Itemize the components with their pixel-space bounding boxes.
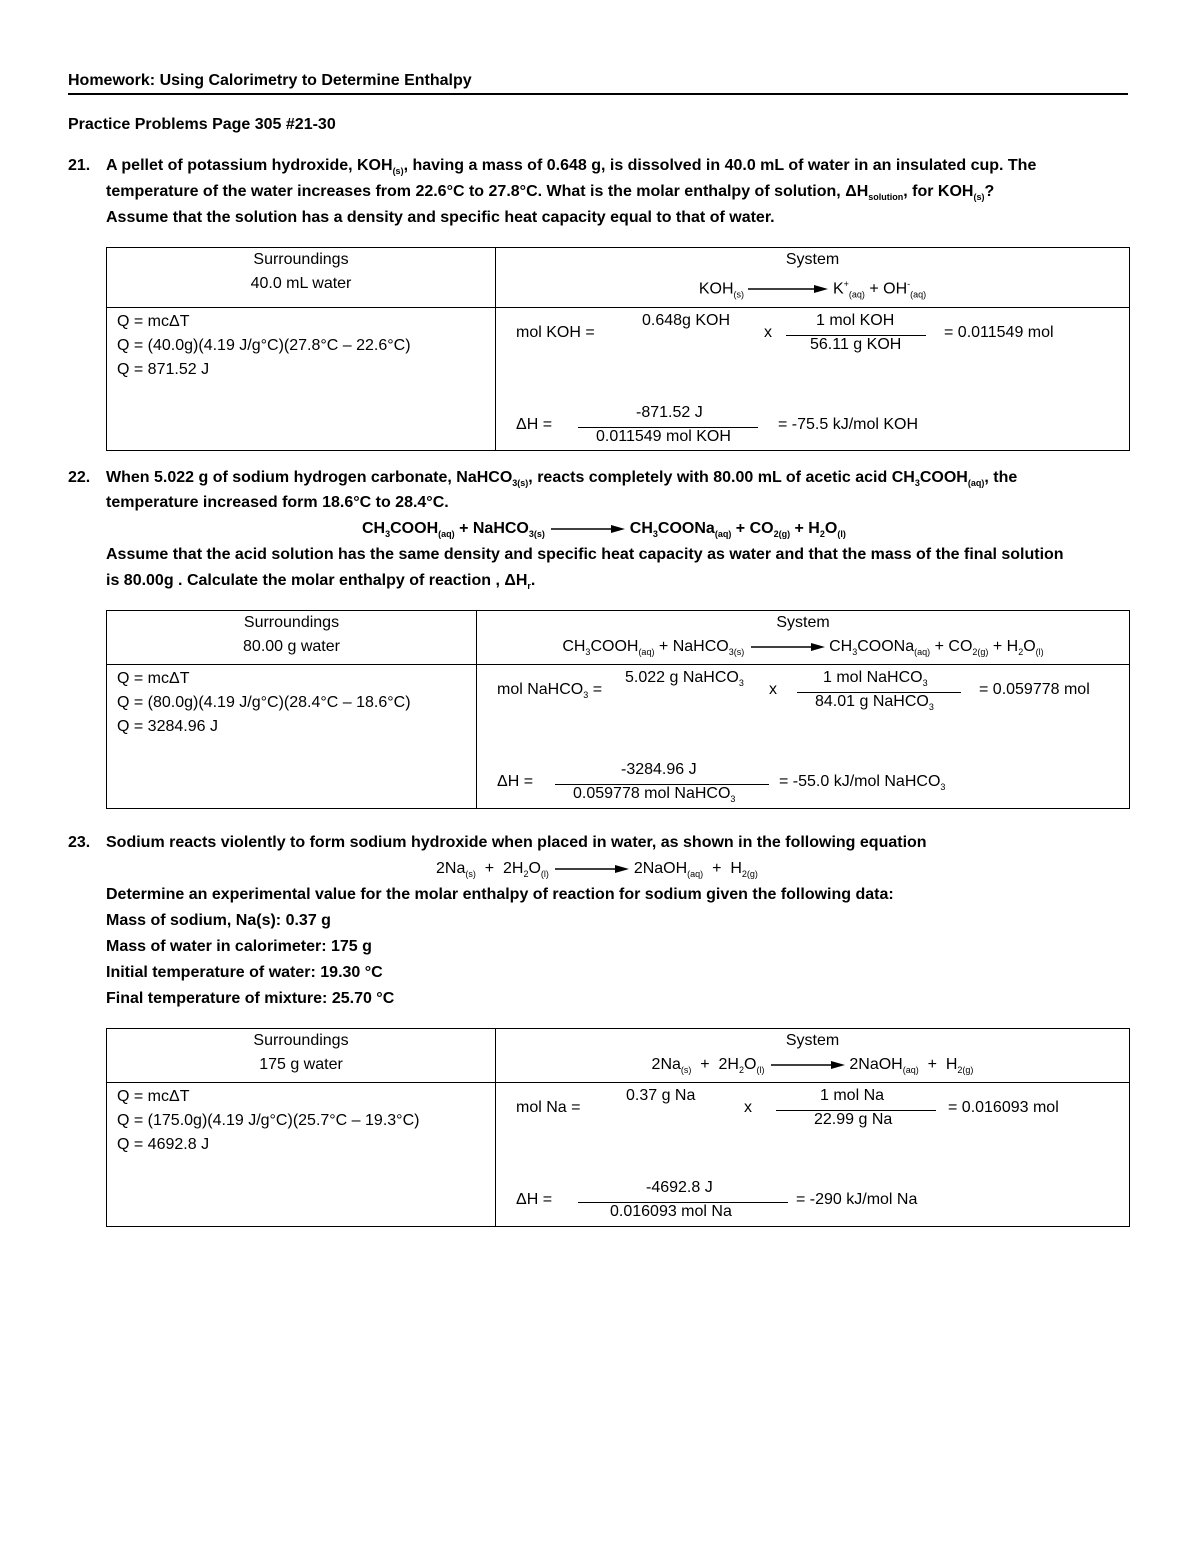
system-header: System $2Na_{(s)} + 2H_2O_{(l)}$ 2NaOH$_{(aq)}$ + $H_{2(g)}$ xyxy=(496,1029,1130,1083)
surroundings-header: Surroundings 80.00 g water xyxy=(107,611,477,665)
problem-22-equation: $CH_3COOH_{(aq)}$ + NaHCO$_{3(s)}$ $CH_3COONa_{(aq)} + CO_{2(g)} + H_2O_{(l)}$ xyxy=(362,520,846,540)
problem-23-table xyxy=(106,1028,1130,1227)
problem-23-equation: $2Na_{(s)} + 2H_2O_{(l)}$ 2NaOH$_{(aq)}$ + $H_{2(g)}$ xyxy=(436,860,758,880)
problem-22-table xyxy=(106,610,1130,809)
reaction-arrow-icon xyxy=(769,1060,845,1070)
problem-22-number: 22. xyxy=(68,469,91,486)
surroundings-header: Surroundings 175 g water xyxy=(107,1029,496,1083)
problem-22-line-2: temperature increased form 18.6°C to 28.4°C. xyxy=(106,494,449,511)
system-header: System $CH_3COOH_{(aq)}$ + NaHCO$_{3(s)}$ $CH_3COONa_{(aq)} + CO_{2(g)} + H_2O_{(l)}$ xyxy=(477,611,1130,665)
problem-23-line-6: Final temperature of mixture: 25.70 °C xyxy=(106,990,395,1007)
surroundings-calc: Q = mcΔT Q = (40.0g)(4.19 J/g°C)(27.8°C – 22.6°C) Q = 871.52 J xyxy=(107,307,496,450)
problem-23-line-5: Initial temperature of water: 19.30 °C xyxy=(106,964,383,981)
surroundings-calc: Q = mcΔT Q = (175.0g)(4.19 J/g°C)(25.7°C – 19.3°C) Q = 4692.8 J xyxy=(107,1083,496,1227)
problem-22-line-4: is 80.00g . Calculate the molar enthalpy of reaction , $\Delta H_r$. xyxy=(106,572,536,592)
system-calc: mol Na = 0.37 g Na x 1 mol Na 22.99 g Na = 0.016093 mol ΔH = -4692.8 J 0.016093 mol Na = -290 kJ/mol Na xyxy=(496,1083,1130,1227)
reaction-arrow-icon xyxy=(748,284,828,294)
system-calc: mol KOH = 0.648g KOH x 1 mol KOH 56.11 g KOH = 0.011549 mol ΔH = -871.52 J 0.011549 mol KOH = -75.5 kJ/mol KOH xyxy=(496,307,1130,450)
surroundings-header: Surroundings 40.0 mL water xyxy=(107,248,496,308)
problem-23-line-4: Mass of water in calorimeter: 175 g xyxy=(106,938,372,955)
problem-21-line-1: A pellet of potassium hydroxide, $KOH_{(s)}$, having a mass of 0.648 g, is dissolved in 40.0 mL of water in an insulated cup. The xyxy=(106,157,1037,177)
problem-22-line-3: Assume that the acid solution has the same density and specific heat capacity as water and that the mass of the final solution xyxy=(106,546,1064,563)
problem-21-line-3: Assume that the solution has a density and specific heat capacity equal to that of water. xyxy=(106,209,775,226)
subtitle: Practice Problems Page 305 #21-30 xyxy=(68,116,336,133)
document-title: Homework: Using Calorimetry to Determine Enthalpy xyxy=(68,72,472,89)
problem-21-number: 21. xyxy=(68,157,91,174)
problem-23-line-3: Mass of sodium, Na(s): 0.37 g xyxy=(106,912,331,929)
problem-21-line-2: temperature of the water increases from 22.6°C to 27.8°C. What is the molar enthalpy of solution, $\Delta H_{solution}$, for $KOH_{(s)}$? xyxy=(106,183,995,203)
reaction-arrow-icon xyxy=(749,642,825,652)
problem-23-line-2: Determine an experimental value for the molar enthalpy of reaction for sodium given the following data: xyxy=(106,886,894,903)
title-rule xyxy=(68,93,1128,95)
reaction-arrow-icon xyxy=(553,864,629,874)
system-header: System $KOH_{(s)}$ $K^+_{(aq)} + OH^-_{(aq)}$ xyxy=(496,248,1130,308)
problem-23-line-1: Sodium reacts violently to form sodium hydroxide when placed in water, as shown in the following equation xyxy=(106,834,927,851)
problem-21-table xyxy=(106,247,1130,451)
problem-23-number: 23. xyxy=(68,834,91,851)
reaction-arrow-icon xyxy=(549,524,625,534)
problem-22-line-1: When 5.022 g of sodium hydrogen carbonate, NaHCO$_{3(s)}$, reacts completely with 80.00 mL of acetic acid $CH_3COOH_{(aq)}$, the xyxy=(106,469,1018,489)
surroundings-calc: Q = mcΔT Q = (80.0g)(4.19 J/g°C)(28.4°C – 18.6°C) Q = 3284.96 J xyxy=(107,665,477,809)
system-calc: mol NaHCO$_3$ = 5.022 g NaHCO$_3$ x 1 mol NaHCO$_3$ 84.01 g NaHCO$_3$ = 0.059778 mol ΔH = -3284.96 J 0.059778 mol NaHCO$_3$ = -55.0 kJ/mol NaHCO$_3$ xyxy=(477,665,1130,809)
